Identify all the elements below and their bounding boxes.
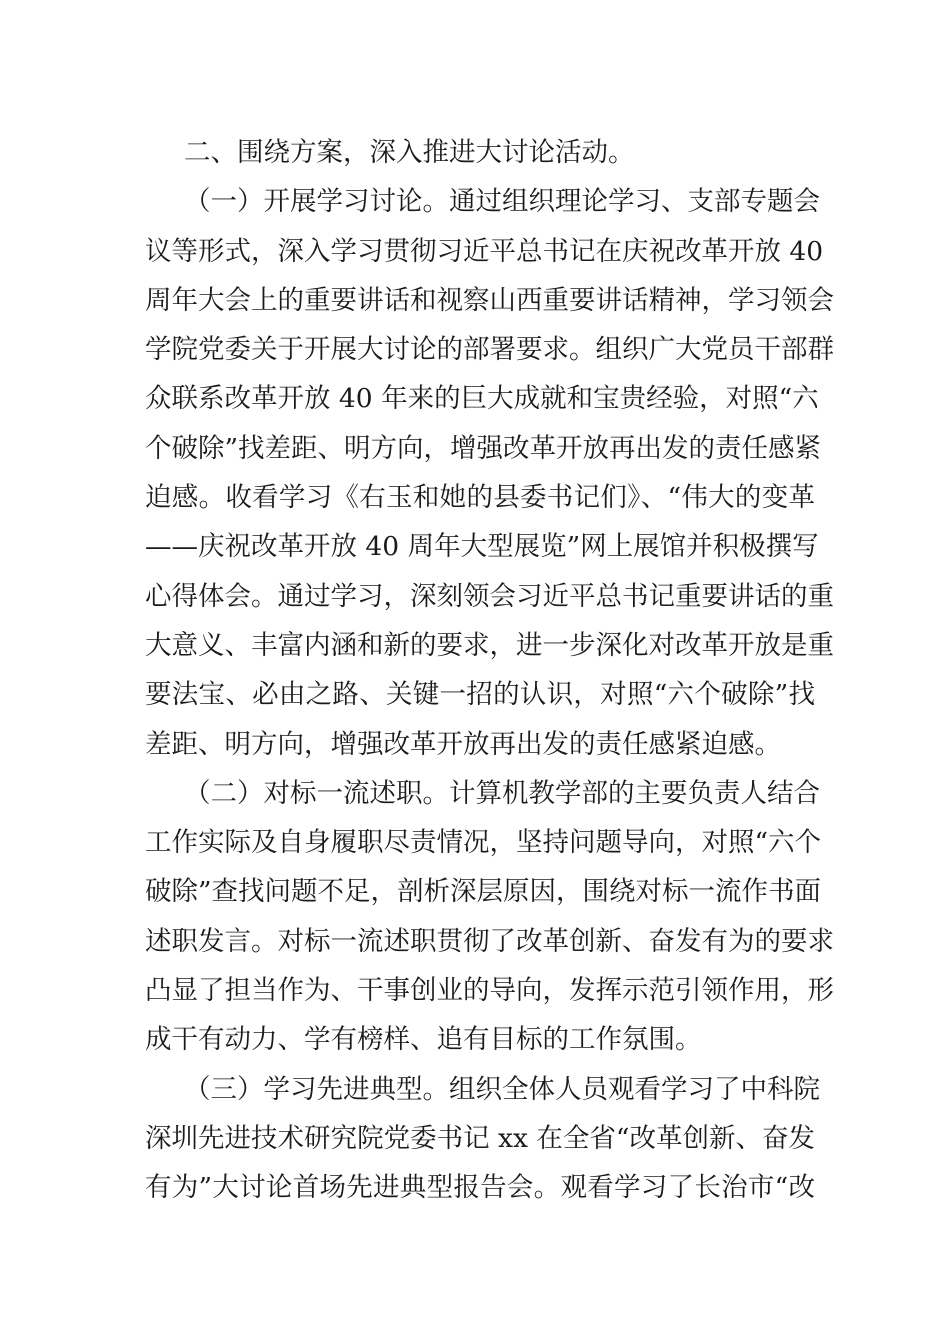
paragraph-line: 迫感。收看学习《右玉和她的县委书记们》、“伟大的变革 [145, 482, 815, 514]
paragraph-line: 个破除”找差距、明方向，增强改革开放再出发的责任感紧 [145, 432, 822, 464]
paragraph-line: 学院党委关于开展大讨论的部署要求。组织广大党员干部群 [145, 334, 834, 366]
paragraph-line: 大意义、丰富内涵和新的要求，进一步深化对改革开放是重 [145, 629, 834, 661]
paragraph-line: 破除”查找问题不足，剖析深层原因，围绕对标一流作书面 [145, 876, 822, 908]
paragraph-line: 心得体会。通过学习，深刻领会习近平总书记重要讲话的重 [145, 580, 834, 612]
paragraph-line: 述职发言。对标一流述职贯彻了改革创新、奋发有为的要求 [145, 925, 834, 957]
paragraph-line: 成干有动力、学有榜样、追有目标的工作氛围。 [145, 1024, 702, 1056]
paragraph-line: 工作实际及自身履职尽责情况，坚持问题导向，对照“六个 [145, 827, 822, 859]
paragraph-line: （二）对标一流述职。计算机教学部的主要负责人结合 [184, 777, 820, 809]
paragraph-line: （一）开展学习讨论。通过组织理论学习、支部专题会 [184, 186, 820, 218]
paragraph-line: 要法宝、必由之路、关键一招的认识，对照“六个破除”找 [145, 679, 815, 711]
paragraph-line: 凸显了担当作为、干事创业的导向，发挥示范引领作用，形 [145, 975, 834, 1007]
section-heading: 二、围绕方案，深入推进大讨论活动。 [184, 137, 635, 168]
paragraph-line: 有为”大讨论首场先进典型报告会。观看学习了长治市“改 [145, 1172, 815, 1204]
paragraph-line: 深圳先进技术研究院党委书记 xx 在全省“改革创新、奋发 [145, 1122, 815, 1154]
paragraph-line: 差距、明方向，增强改革开放再出发的责任感紧迫感。 [145, 728, 781, 760]
paragraph-line: （三）学习先进典型。组织全体人员观看学习了中科院 [184, 1073, 820, 1105]
document-body [145, 128, 834, 1213]
paragraph-line: 议等形式，深入学习贯彻习近平总书记在庆祝改革开放 40 [145, 235, 824, 267]
paragraph-line: ——庆祝改革开放 40 周年大型展览”网上展馆并积极撰写 [145, 531, 819, 563]
paragraph-line: 周年大会上的重要讲话和视察山西重要讲话精神，学习领会 [145, 284, 834, 316]
paragraph-line: 众联系改革开放 40 年来的巨大成就和宝贵经验，对照“六 [145, 383, 819, 415]
